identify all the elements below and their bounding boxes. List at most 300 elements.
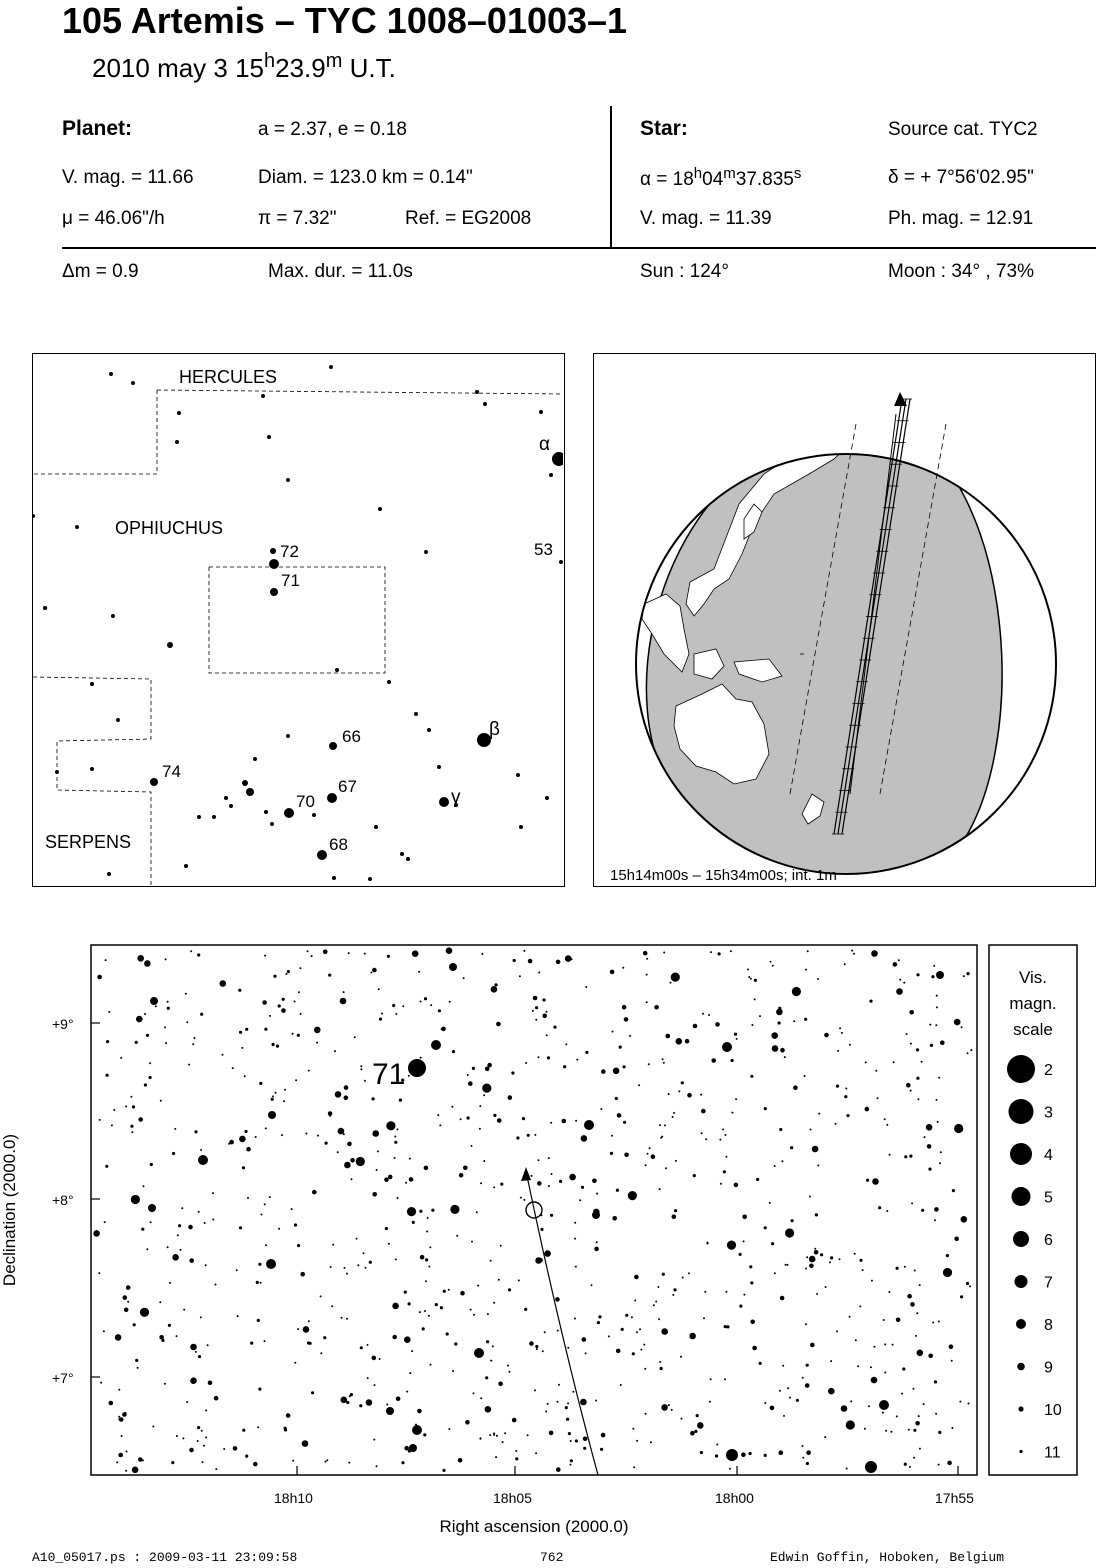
field-star bbox=[424, 997, 427, 1000]
field-star bbox=[772, 1045, 779, 1052]
field-star bbox=[750, 1281, 753, 1284]
field-star bbox=[244, 1075, 246, 1077]
field-star bbox=[754, 998, 756, 1000]
field-star bbox=[756, 1178, 759, 1181]
field-star bbox=[793, 1020, 795, 1022]
field-star bbox=[241, 1047, 243, 1049]
star-phmag: Ph. mag. = 12.91 bbox=[888, 208, 1034, 229]
field-star bbox=[388, 1175, 393, 1180]
field-star bbox=[328, 1111, 333, 1116]
field-star bbox=[666, 1034, 671, 1039]
field-star bbox=[959, 1401, 961, 1403]
field-star bbox=[896, 1267, 899, 1270]
field-star bbox=[940, 1151, 942, 1153]
field-star bbox=[174, 1128, 176, 1130]
finder-star bbox=[378, 507, 382, 511]
field-star bbox=[877, 1097, 879, 1099]
field-star bbox=[320, 1295, 322, 1297]
field-star bbox=[946, 1254, 949, 1257]
field-star bbox=[896, 988, 903, 995]
finder-star bbox=[167, 642, 173, 648]
field-star bbox=[379, 1018, 382, 1021]
field-star bbox=[381, 1013, 383, 1015]
field-star bbox=[448, 1428, 450, 1430]
finder-star bbox=[269, 559, 279, 569]
field-star bbox=[558, 1384, 560, 1386]
field-star bbox=[715, 1022, 720, 1027]
field-star bbox=[837, 1050, 839, 1052]
field-star bbox=[260, 1282, 262, 1284]
field-star bbox=[896, 1318, 901, 1323]
field-star bbox=[909, 1155, 912, 1158]
field-star bbox=[294, 1362, 296, 1364]
finder-star bbox=[107, 872, 111, 876]
field-star bbox=[269, 1196, 271, 1198]
field-star bbox=[623, 1121, 626, 1124]
field-star bbox=[643, 1344, 645, 1346]
finder-star bbox=[116, 718, 120, 722]
mag-scale-dot bbox=[1007, 1055, 1035, 1083]
field-star bbox=[649, 1147, 651, 1149]
field-star bbox=[136, 1016, 143, 1023]
field-star bbox=[542, 1350, 544, 1352]
field-star bbox=[710, 951, 712, 953]
field-star bbox=[546, 1034, 548, 1036]
field-star bbox=[188, 1225, 193, 1230]
field-star bbox=[806, 1462, 809, 1465]
star-71-label: 71 bbox=[372, 1058, 406, 1091]
field-star bbox=[424, 1166, 429, 1171]
field-star bbox=[239, 1226, 242, 1229]
field-star bbox=[883, 1319, 885, 1321]
field-star bbox=[734, 1033, 737, 1036]
field-star bbox=[668, 1093, 670, 1095]
field-star bbox=[328, 974, 331, 977]
field-star bbox=[281, 1134, 283, 1136]
field-star bbox=[770, 961, 772, 963]
field-star bbox=[369, 1261, 372, 1264]
field-star bbox=[372, 1130, 379, 1137]
field-star bbox=[429, 1246, 431, 1248]
star-label-67: 67 bbox=[338, 777, 357, 796]
field-star bbox=[116, 1461, 118, 1463]
bright-field-star bbox=[409, 1444, 417, 1452]
field-star bbox=[716, 1444, 718, 1446]
field-star bbox=[396, 1396, 401, 1401]
field-star bbox=[490, 1260, 492, 1262]
field-star bbox=[538, 1258, 543, 1263]
field-star bbox=[949, 1344, 954, 1349]
field-star bbox=[759, 1362, 762, 1365]
field-star bbox=[364, 953, 366, 955]
field-star bbox=[967, 972, 970, 975]
field-star bbox=[363, 1252, 365, 1254]
field-star bbox=[818, 1113, 820, 1115]
field-star bbox=[725, 1156, 727, 1158]
field-star bbox=[222, 1054, 224, 1056]
star-label: Star: bbox=[640, 117, 688, 140]
field-star bbox=[109, 1401, 114, 1406]
field-star bbox=[203, 1445, 205, 1447]
mag-scale-title-1: Vis. bbox=[1018, 968, 1048, 987]
field-star bbox=[585, 986, 587, 988]
field-star bbox=[913, 1429, 916, 1432]
field-star bbox=[722, 1129, 724, 1131]
field-star bbox=[816, 1293, 818, 1295]
field-star bbox=[632, 1352, 635, 1355]
field-star bbox=[500, 1245, 502, 1247]
field-star bbox=[365, 1267, 367, 1269]
field-star bbox=[244, 1130, 247, 1133]
footer-file: A10_05017.ps : 2009-03-11 23:09:58 bbox=[32, 1550, 298, 1565]
finder-star bbox=[270, 822, 274, 826]
field-star bbox=[917, 1098, 919, 1100]
field-star bbox=[802, 1457, 804, 1459]
field-star bbox=[810, 1343, 815, 1348]
field-star bbox=[479, 1438, 481, 1440]
star-label-53: 53 bbox=[534, 540, 553, 559]
field-star bbox=[435, 1303, 438, 1306]
mag-scale-dot bbox=[1010, 1143, 1032, 1165]
field-star bbox=[374, 1384, 376, 1386]
field-star bbox=[104, 1221, 106, 1223]
field-star bbox=[859, 1259, 862, 1262]
field-star bbox=[205, 1409, 207, 1411]
finder-star bbox=[374, 825, 378, 829]
field-star bbox=[594, 1247, 599, 1252]
field-star bbox=[350, 1158, 355, 1163]
field-star bbox=[967, 1052, 969, 1054]
field-star bbox=[935, 1024, 937, 1026]
field-star bbox=[621, 1328, 624, 1331]
field-star bbox=[317, 1135, 319, 1137]
bright-field-star bbox=[865, 1461, 877, 1473]
field-star bbox=[450, 1205, 459, 1214]
field-star bbox=[926, 1124, 933, 1131]
field-star bbox=[511, 1071, 514, 1074]
field-star bbox=[694, 1430, 697, 1433]
field-star bbox=[850, 1400, 852, 1402]
field-star bbox=[171, 1461, 174, 1464]
field-star bbox=[869, 1000, 872, 1003]
field-star bbox=[807, 950, 809, 952]
field-star bbox=[495, 1456, 497, 1458]
field-star bbox=[449, 1001, 451, 1003]
field-star bbox=[739, 1305, 742, 1308]
field-star bbox=[409, 1177, 414, 1182]
field-star bbox=[297, 1328, 299, 1330]
field-star bbox=[471, 1145, 473, 1147]
field-star bbox=[411, 1350, 413, 1352]
star-declination: δ = + 7°56'02.95" bbox=[888, 167, 1034, 188]
field-star bbox=[663, 1062, 665, 1064]
field-star bbox=[830, 1360, 832, 1362]
field-star bbox=[792, 987, 801, 996]
finder-star bbox=[329, 365, 333, 369]
x-tick-17h55: 17h55 bbox=[935, 1490, 974, 1506]
star-label-72: 72 bbox=[280, 542, 299, 561]
event-datetime: 2010 may 3 15$^h$23.9$^m$ U.T. bbox=[92, 50, 396, 83]
field-star bbox=[921, 1209, 924, 1212]
field-star bbox=[135, 1041, 138, 1044]
field-star bbox=[247, 1197, 249, 1199]
field-star bbox=[356, 1238, 358, 1240]
field-star bbox=[601, 1069, 606, 1074]
field-star bbox=[718, 952, 721, 955]
field-star bbox=[402, 1005, 404, 1007]
field-star bbox=[197, 1426, 200, 1429]
field-star bbox=[785, 1264, 787, 1266]
field-star bbox=[662, 1273, 665, 1276]
field-star bbox=[817, 978, 819, 980]
field-star bbox=[284, 1428, 287, 1431]
field-star bbox=[408, 1302, 411, 1305]
field-star bbox=[343, 991, 345, 993]
field-star bbox=[889, 1154, 891, 1156]
field-star bbox=[595, 1400, 597, 1402]
finder-star bbox=[270, 548, 276, 554]
field-star bbox=[836, 1085, 839, 1088]
field-star bbox=[473, 1314, 475, 1316]
field-star bbox=[165, 1042, 167, 1044]
field-star bbox=[888, 1291, 890, 1293]
field-star bbox=[663, 952, 665, 954]
field-star bbox=[295, 1079, 297, 1081]
field-star bbox=[404, 1446, 409, 1451]
field-star bbox=[420, 1001, 422, 1003]
field-star bbox=[547, 1056, 550, 1059]
field-star bbox=[283, 1100, 285, 1102]
field-star bbox=[482, 1084, 491, 1093]
mag-scale-label: 7 bbox=[1044, 1274, 1053, 1292]
field-star bbox=[540, 1228, 543, 1231]
field-star bbox=[287, 970, 290, 973]
field-star bbox=[759, 1015, 761, 1017]
field-star bbox=[806, 1256, 808, 1258]
field-star bbox=[97, 975, 102, 980]
mag-scale-label: 2 bbox=[1044, 1062, 1053, 1079]
field-star bbox=[186, 1401, 188, 1403]
field-star bbox=[542, 1014, 547, 1019]
field-star bbox=[497, 1118, 502, 1123]
field-star bbox=[710, 1378, 712, 1380]
field-star bbox=[634, 1300, 636, 1302]
field-star bbox=[523, 950, 525, 952]
field-star bbox=[748, 976, 750, 978]
field-star bbox=[346, 1318, 348, 1320]
finder-star bbox=[475, 390, 479, 394]
field-star bbox=[882, 1412, 884, 1414]
field-star bbox=[581, 1186, 584, 1189]
field-star bbox=[180, 1249, 182, 1251]
field-star bbox=[844, 963, 846, 965]
field-star bbox=[725, 1134, 727, 1136]
field-star bbox=[933, 965, 935, 967]
field-star bbox=[504, 1432, 506, 1434]
field-star bbox=[430, 1364, 432, 1366]
field-star bbox=[537, 1181, 542, 1186]
field-star bbox=[360, 1065, 362, 1067]
field-star bbox=[176, 1435, 178, 1437]
field-star bbox=[238, 989, 241, 992]
field-star bbox=[545, 1411, 547, 1413]
field-star bbox=[961, 1216, 968, 1223]
field-star bbox=[316, 1042, 318, 1044]
finder-star bbox=[387, 680, 391, 684]
field-star bbox=[325, 1142, 328, 1145]
field-star bbox=[426, 1231, 428, 1233]
field-star bbox=[655, 1301, 657, 1303]
field-star bbox=[901, 1393, 903, 1395]
mag-scale-title-3: scale bbox=[1013, 1020, 1053, 1039]
field-star bbox=[921, 1061, 923, 1063]
field-star bbox=[258, 1263, 261, 1266]
field-star bbox=[622, 1005, 627, 1010]
field-star bbox=[864, 1428, 866, 1430]
field-star bbox=[731, 1059, 734, 1062]
finder-star bbox=[43, 606, 47, 610]
field-star bbox=[556, 960, 561, 965]
star-label-66: 66 bbox=[342, 727, 361, 746]
field-star bbox=[865, 1061, 867, 1063]
field-star bbox=[596, 1193, 598, 1195]
field-star bbox=[778, 1007, 781, 1010]
field-star bbox=[670, 982, 672, 984]
finder-star bbox=[539, 410, 543, 414]
field-star bbox=[938, 1321, 940, 1323]
field-star bbox=[624, 1017, 629, 1022]
max-duration: Max. dur. = 11.0s bbox=[268, 261, 413, 282]
field-star bbox=[208, 1381, 213, 1386]
field-star bbox=[198, 1211, 200, 1213]
mag-scale-title-2: magn. bbox=[1009, 994, 1057, 1013]
field-star bbox=[513, 959, 516, 962]
field-star bbox=[168, 1324, 171, 1327]
field-star bbox=[796, 1399, 799, 1402]
field-star bbox=[311, 955, 313, 957]
field-star bbox=[645, 1164, 647, 1166]
field-star bbox=[507, 1365, 509, 1367]
field-star bbox=[646, 974, 648, 976]
field-star bbox=[936, 1099, 938, 1101]
field-star bbox=[660, 1367, 663, 1370]
field-star bbox=[487, 1313, 489, 1315]
field-star bbox=[687, 1041, 689, 1043]
field-star bbox=[204, 1222, 206, 1224]
field-star bbox=[311, 1391, 314, 1394]
field-star bbox=[565, 1406, 568, 1409]
field-star bbox=[636, 1440, 638, 1442]
field-star bbox=[579, 1199, 581, 1201]
finder-star bbox=[368, 877, 372, 881]
finder-star bbox=[131, 381, 135, 385]
field-star bbox=[817, 1165, 819, 1167]
field-star bbox=[257, 1319, 260, 1322]
field-star bbox=[123, 1295, 128, 1300]
field-star bbox=[265, 1127, 267, 1129]
bright-field-star bbox=[936, 971, 944, 979]
finder-star bbox=[327, 793, 337, 803]
field-star bbox=[566, 1418, 569, 1421]
bright-field-star bbox=[198, 1155, 208, 1165]
field-star bbox=[407, 1207, 416, 1216]
x-tick-18h10: 18h10 bbox=[274, 1490, 313, 1506]
field-star bbox=[917, 1350, 924, 1357]
field-star bbox=[508, 1288, 511, 1291]
field-star bbox=[931, 975, 934, 978]
field-star bbox=[472, 1067, 475, 1070]
detail-star-chart bbox=[0, 935, 1096, 1555]
field-star bbox=[307, 1341, 310, 1344]
finder-star bbox=[312, 813, 316, 817]
field-star bbox=[661, 1136, 663, 1138]
field-star bbox=[936, 995, 938, 997]
field-star bbox=[791, 1219, 794, 1222]
field-star bbox=[787, 1387, 789, 1389]
delta-magnitude: Δm = 0.9 bbox=[62, 261, 139, 282]
star-label-71: 71 bbox=[281, 571, 300, 590]
planet-label: Planet: bbox=[62, 117, 133, 140]
field-star bbox=[303, 1326, 310, 1333]
field-star bbox=[804, 1018, 807, 1021]
field-star bbox=[690, 1431, 695, 1436]
field-star bbox=[575, 1266, 577, 1268]
field-star bbox=[783, 1415, 785, 1417]
field-star bbox=[809, 1196, 811, 1198]
field-star bbox=[868, 1405, 870, 1407]
field-star bbox=[781, 1160, 783, 1162]
field-star bbox=[126, 1451, 128, 1453]
field-star bbox=[334, 1050, 336, 1052]
field-star bbox=[774, 1272, 776, 1274]
mag-scale-dot bbox=[1012, 1187, 1031, 1206]
field-star bbox=[544, 1250, 551, 1257]
field-star bbox=[661, 1328, 668, 1335]
field-star bbox=[550, 1214, 553, 1217]
x-tick-18h05: 18h05 bbox=[493, 1490, 532, 1506]
finder-star bbox=[33, 514, 35, 518]
field-star bbox=[601, 1433, 606, 1438]
finder-star bbox=[177, 411, 181, 415]
field-star bbox=[918, 1415, 920, 1417]
field-star bbox=[741, 1452, 746, 1457]
field-star bbox=[386, 1404, 388, 1406]
mag-scale-dot bbox=[1015, 1275, 1028, 1288]
field-star bbox=[193, 1037, 195, 1039]
field-star bbox=[654, 1005, 659, 1010]
field-star bbox=[575, 1439, 578, 1442]
field-star bbox=[572, 1391, 574, 1393]
field-star bbox=[422, 1327, 425, 1330]
field-star bbox=[903, 982, 905, 984]
field-star bbox=[639, 1328, 641, 1330]
field-star bbox=[412, 1221, 415, 1224]
field-star bbox=[789, 1397, 791, 1399]
field-star bbox=[937, 1121, 939, 1123]
field-star bbox=[871, 950, 878, 957]
field-star bbox=[258, 1388, 261, 1391]
field-star bbox=[681, 1418, 683, 1420]
field-star bbox=[651, 1154, 656, 1159]
field-star bbox=[452, 1370, 454, 1372]
field-star bbox=[493, 1302, 495, 1304]
field-star bbox=[344, 1095, 349, 1100]
field-star bbox=[518, 1279, 520, 1281]
field-star bbox=[479, 1128, 481, 1130]
field-star bbox=[448, 1289, 450, 1291]
field-star bbox=[330, 1266, 332, 1268]
planet-motion: μ = 46.06"/h bbox=[62, 208, 165, 229]
